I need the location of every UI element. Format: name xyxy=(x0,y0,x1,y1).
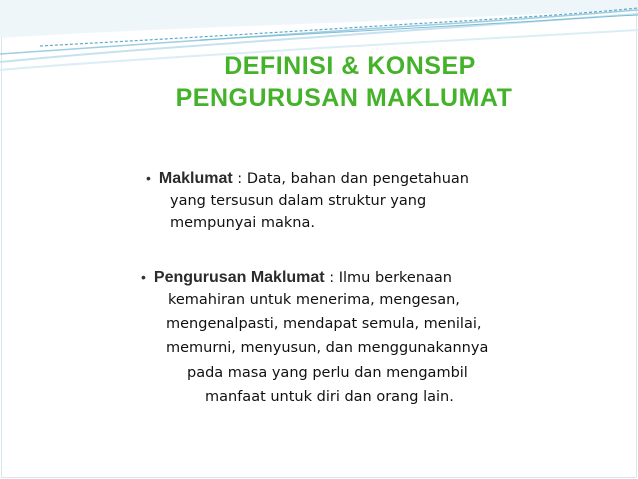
term-separator: : xyxy=(232,171,247,187)
item-pengurusan-line-1 xyxy=(141,266,452,289)
item-maklumat-line-2: yang tersusun dalam struktur yang xyxy=(170,193,427,209)
term-separator: : xyxy=(324,270,339,286)
item-pengurusan-line-3: mengenalpasti, mendapat semula, menilai, xyxy=(166,316,482,332)
item-maklumat-line-3: mempunyai makna. xyxy=(170,215,315,231)
title-line-1: DEFINISI & KONSEP xyxy=(224,52,476,80)
item-pengurusan-line-5: pada masa yang perlu dan mengambil xyxy=(187,365,468,381)
bullet-icon: • xyxy=(141,269,146,285)
title-line-2: PENGURUSAN MAKLUMAT xyxy=(175,84,513,112)
definition-text: Data, bahan dan pengetahuan xyxy=(246,171,469,187)
item-pengurusan-line-6: manfaat untuk diri dan orang lain. xyxy=(205,389,454,405)
item-pengurusan-line-2: kemahiran untuk menerima, mengesan, xyxy=(168,292,460,308)
item-pengurusan-line-4: memurni, menyusun, dan menggunakannya xyxy=(166,340,489,356)
definition-text: Ilmu berkenaan xyxy=(338,270,452,286)
item-maklumat-line-1 xyxy=(146,167,469,190)
term-maklumat: Maklumat xyxy=(158,170,233,187)
bullet-icon: • xyxy=(146,170,151,186)
term-pengurusan-maklumat: Pengurusan Maklumat xyxy=(153,269,325,286)
